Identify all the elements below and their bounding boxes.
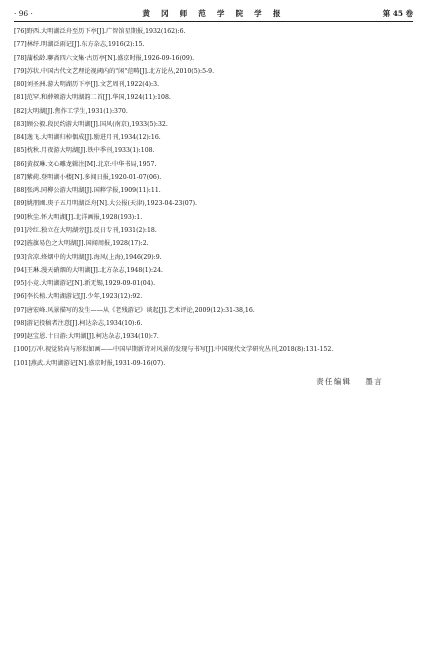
reference-item: [99]赵宝恩.十日游:大明湖[J].柯达杂志,1934(10):7.	[14, 333, 159, 341]
reference-item: [80]刘圣洲.游大明湖历下亭[J].文艺周刊,1922(4):3.	[14, 81, 160, 89]
reference-item: [88]张鸿.同柳公游大明湖[J].国粹学报,1909(11):11.	[14, 187, 161, 195]
header-rule	[14, 21, 413, 22]
reference-item: [96]李长植.大明湖游记[J].少年,1923(12):92.	[14, 293, 143, 301]
reference-item: [84]逸飞.大明湖归棹偶成[J].励进月刊,1934(12):16.	[14, 134, 161, 142]
running-header	[14, 6, 413, 20]
reference-item: [79]苏状.中国古代文艺理论视阈内的"闲"范畴[J].北方论丛,2010(5):5-9.	[14, 67, 215, 75]
reference-item: [85]枕秋.月夜游大明湖[J].铁中季刊,1933(1):108.	[14, 147, 155, 155]
reference-list	[14, 25, 419, 370]
reference-item: [94]王琳.漫天硝烟的大明湖[J].北方杂志,1948(1):24.	[14, 266, 163, 274]
reference-item: [87]紫莼.登明湖小楼[N].多闻日报,1920-01-07(06).	[14, 173, 162, 181]
reference-item: [82]大明湖[J].焦作工学生,1931(1):370.	[14, 107, 128, 115]
reference-item: [77]林纾.明湖泛雨记[J].东方杂志,1916(2):15.	[14, 41, 145, 49]
reference-item: [90]秋尘.怀大明湖[J].北洋画报,1928(193):1.	[14, 213, 143, 221]
reference-item: [76]野西.大明湖泛舟至历下亭[J].广智馆星期报,1932(162):6.	[14, 28, 186, 35]
reference-item: [93]含凉.烽烟中的大明湖[J].海风(上海),1946(29):9.	[14, 253, 162, 261]
reference-item: [89]姚朋圃.庚子五月明湖泛舟[N].大公报(天津),1923-04-23(07).	[14, 200, 198, 208]
reference-item: [98]游记投稿者注意[J].柯达杂志,1934(10):6.	[14, 319, 143, 327]
reference-item: [81]范罕.和薛颁游大明湖韵二首[J].华国,1924(11):108.	[14, 94, 171, 102]
editor-name: 墨言	[365, 377, 383, 386]
reference-item: [101]燕武.大明湖游记[N].盛京时报,1931-09-16(07).	[14, 359, 166, 367]
editor-label: 责任编辑	[316, 377, 352, 386]
reference-item: [92]旌旗易色之大明湖[J].国闻周报,1928(17):2.	[14, 240, 149, 248]
reference-item: [100]万冲.视觉转向与形似如画——中国早期新诗对风景的发现与书写[J].中国现代文学研究丛刊,2018(8):131-152.	[14, 346, 334, 354]
reference-item: [95]小竞.大明湖游记[N].新无锡,1929-09-01(04).	[14, 280, 156, 288]
journal-title: 黄 冈 师 范 学 院 学 报	[142, 8, 285, 18]
reference-item: [83]顾公毅.段民约游大明湖[J].国风(南京),1933(5):32.	[14, 120, 168, 128]
volume-label: 第 45 卷	[382, 8, 413, 18]
reference-item: [91]冷红.独立在大明湖旁[J].反日专刊,1931(2):18.	[14, 226, 157, 234]
page-number: · 96 ·	[14, 8, 33, 18]
reference-item: [78]蒲松龄.聊斋四六文集·古历亭[N].盛京时报,1926-09-16(09).	[14, 54, 195, 62]
reference-item: [86]黄叔琳.文心雕龙辑注[M].北京:中华书局,1957.	[14, 160, 157, 168]
responsible-editor	[316, 376, 383, 387]
reference-item: [97]唐宏峰.风景描写的发生——从《老残游记》谈起[J].艺术评论,2009(12):31-38,16.	[14, 306, 255, 314]
